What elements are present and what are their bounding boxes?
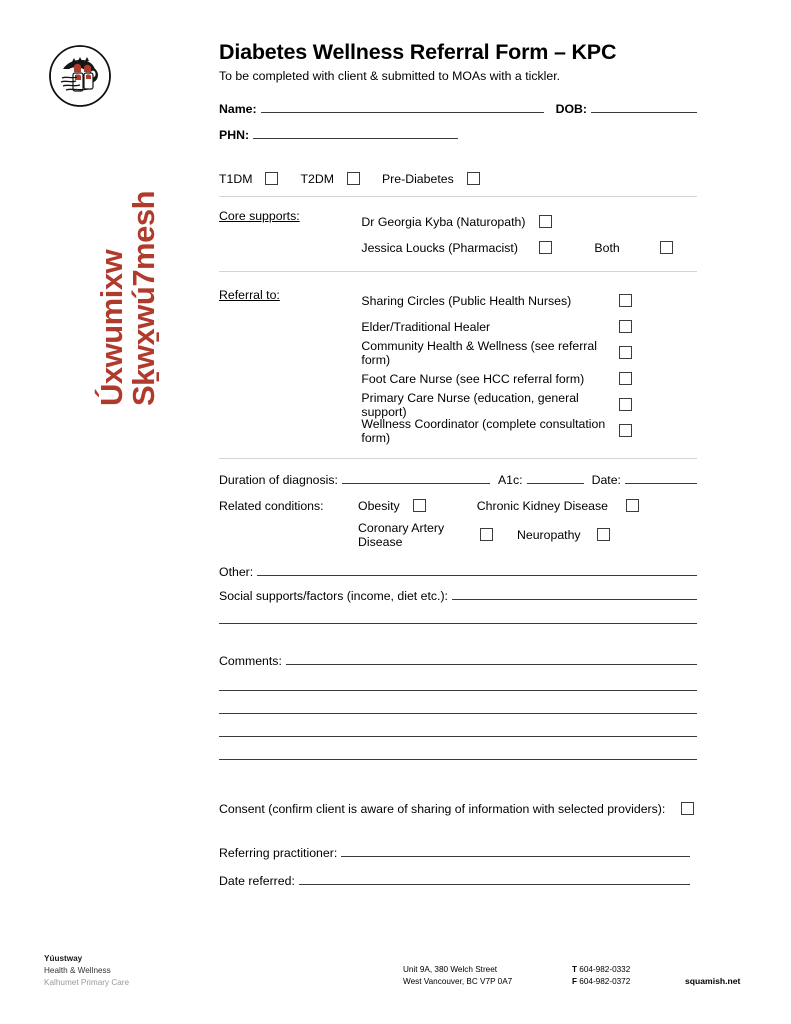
- referral-checkbox-0[interactable]: [619, 294, 632, 307]
- date-referred-row: [219, 874, 697, 888]
- footer-org: [44, 953, 129, 989]
- date-input[interactable]: [625, 483, 697, 484]
- diabetes-type-row: [219, 172, 697, 186]
- date-referred-input[interactable]: [299, 884, 690, 885]
- list-item: [361, 392, 632, 418]
- phn-label: PHN:: [219, 127, 250, 142]
- core-support-label-1: Jessica Loucks (Pharmacist): [361, 240, 518, 255]
- condition-checkbox-0[interactable]: [413, 499, 426, 512]
- t2dm-checkbox[interactable]: [347, 172, 360, 185]
- referral-checkbox-1[interactable]: [619, 320, 632, 333]
- duration-label: Duration of diagnosis:: [219, 472, 338, 487]
- condition-checkbox-3[interactable]: [597, 528, 610, 541]
- footer-address-line-2: West Vancouver, BC V7P 0A7: [403, 976, 513, 986]
- squamish-nation-crest-icon: [48, 44, 112, 108]
- name-label: Name:: [219, 101, 257, 116]
- referral-checkbox-5[interactable]: [619, 424, 632, 437]
- prediabetes-checkbox[interactable]: [467, 172, 480, 185]
- comments-input[interactable]: [286, 664, 697, 665]
- footer-contact: [572, 964, 630, 988]
- footer-website[interactable]: squamish.net: [685, 976, 741, 986]
- related-conditions-row-2: [219, 521, 697, 549]
- t1dm-label: T1DM: [219, 171, 253, 186]
- referral-to-section: [219, 272, 697, 458]
- list-item: [361, 209, 673, 235]
- referral-to-options: [361, 288, 632, 444]
- referral-checkbox-4[interactable]: [619, 398, 632, 411]
- prediabetes-label: Pre-Diabetes: [381, 171, 454, 186]
- phn-input[interactable]: [253, 138, 458, 139]
- a1c-input[interactable]: [527, 483, 584, 484]
- name-dob-row: [219, 102, 697, 116]
- dob-label: DOB:: [555, 101, 587, 116]
- a1c-label: A1c:: [497, 472, 523, 487]
- comments-section: [219, 624, 697, 760]
- footer-fax-prefix: F: [572, 976, 578, 986]
- both-checkbox[interactable]: [660, 241, 673, 254]
- core-supports-section: [219, 197, 697, 271]
- referring-practitioner-input[interactable]: [341, 856, 690, 857]
- condition-label-1: Chronic Kidney Disease: [476, 498, 608, 513]
- form-body: [219, 40, 697, 902]
- footer-org-line-3: Kalhumet Primary Care: [44, 977, 130, 987]
- other-input[interactable]: [257, 575, 697, 576]
- condition-label-0: Obesity: [358, 498, 400, 513]
- t2dm-label: T2DM: [300, 171, 334, 186]
- other-label: Other:: [219, 564, 254, 579]
- referral-label-0: Sharing Circles (Public Health Nurses): [361, 293, 572, 308]
- footer-fax: 604-982-0372: [579, 976, 631, 986]
- footer-org-line-2: Health & Wellness: [44, 965, 111, 975]
- date-referred-label: Date referred:: [219, 873, 295, 888]
- condition-checkbox-2[interactable]: [480, 528, 493, 541]
- footer-address: [403, 964, 512, 988]
- related-conditions-row-1: [219, 499, 697, 513]
- condition-label-3: Neuropathy: [517, 527, 581, 542]
- vertical-brand-wordmark: [28, 150, 161, 420]
- footer-fax-row: [572, 976, 630, 988]
- list-item: [361, 366, 632, 392]
- name-input[interactable]: [261, 112, 544, 113]
- list-item: [361, 418, 632, 444]
- footer-phone-row: [572, 964, 630, 976]
- page-title: Diabetes Wellness Referral Form – KPC: [219, 40, 617, 64]
- comments-row: [219, 654, 697, 668]
- core-support-checkbox-1[interactable]: [539, 241, 552, 254]
- referral-label-5: Wellness Coordinator (complete consultation form): [361, 416, 606, 445]
- related-conditions-label: Related conditions:: [219, 498, 324, 513]
- consent-label: Consent (confirm client is aware of sharing of information with selected providers):: [219, 801, 666, 816]
- condition-label-2: Coronary Artery Disease: [358, 520, 445, 549]
- date-label: Date:: [591, 472, 621, 487]
- referral-to-title: Referral to:: [219, 287, 280, 302]
- footer-phone: 604-982-0332: [579, 965, 631, 974]
- referral-label-2: Community Health & Wellness (see referral form): [361, 338, 597, 367]
- vertical-brand-line-2: Úxwumixw: [94, 249, 129, 406]
- both-label: Both: [594, 240, 620, 255]
- social-supports-row: [219, 589, 697, 603]
- dob-input[interactable]: [591, 112, 697, 113]
- comments-line-2[interactable]: [219, 690, 697, 691]
- referring-practitioner-row: [219, 846, 697, 860]
- comments-line-5[interactable]: [219, 759, 697, 760]
- condition-checkbox-1[interactable]: [626, 499, 639, 512]
- page-subtitle: To be completed with client & submitted to MOAs with a tickler.: [219, 68, 561, 83]
- referral-checkbox-3[interactable]: [619, 372, 632, 385]
- referral-label-3: Foot Care Nurse (see HCC referral form): [361, 371, 585, 386]
- list-item: [361, 340, 632, 366]
- duration-row: [219, 473, 697, 487]
- list-item: [361, 235, 673, 261]
- referral-label-1: Elder/Traditional Healer: [361, 319, 491, 334]
- phn-row: [219, 128, 697, 142]
- footer-org-line-1: Yúustway: [44, 954, 83, 963]
- clinical-section: [219, 459, 697, 624]
- core-supports-options: [361, 209, 673, 261]
- referral-label-4: Primary Care Nurse (education, general support): [361, 390, 579, 419]
- signature-section: [219, 816, 697, 888]
- other-row: [219, 565, 697, 579]
- social-supports-label: Social supports/factors (income, diet etc.):: [219, 588, 448, 603]
- list-item: [361, 314, 632, 340]
- core-support-label-0: Dr Georgia Kyba (Naturopath): [361, 214, 526, 229]
- comments-line-4[interactable]: [219, 736, 697, 737]
- duration-input[interactable]: [342, 483, 490, 484]
- core-supports-title: Core supports:: [219, 208, 300, 223]
- consent-checkbox[interactable]: [681, 802, 694, 815]
- footer-address-line-1: Unit 9A, 380 Welch Street: [403, 965, 498, 974]
- vertical-brand-line-1: Sḵwx̱wú7mesh: [126, 190, 161, 406]
- t1dm-checkbox[interactable]: [265, 172, 278, 185]
- comments-line-3[interactable]: [219, 713, 697, 714]
- referring-practitioner-label: Referring practitioner:: [219, 845, 338, 860]
- comments-label: Comments:: [219, 653, 282, 668]
- referral-checkbox-2[interactable]: [619, 346, 632, 359]
- consent-row: [219, 802, 697, 816]
- social-supports-input[interactable]: [452, 599, 697, 600]
- core-support-checkbox-0[interactable]: [539, 215, 552, 228]
- footer-phone-prefix: T: [572, 965, 578, 974]
- list-item: [361, 288, 632, 314]
